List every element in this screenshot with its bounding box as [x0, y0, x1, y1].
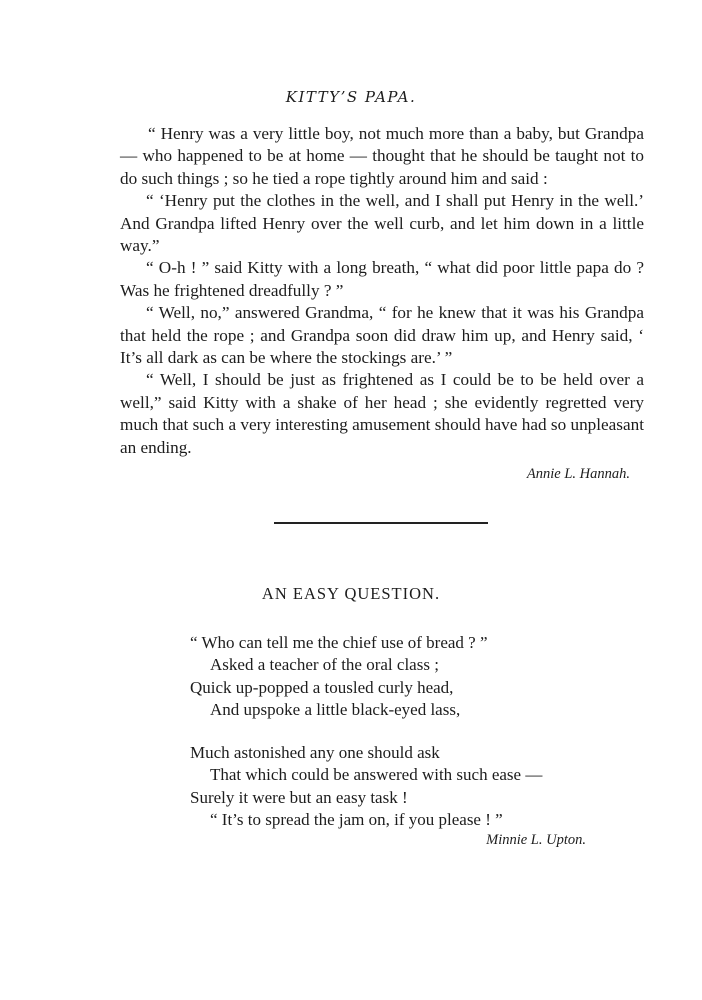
poem-line: “ Who can tell me the chief use of bread ? ”: [190, 633, 488, 652]
poem-line: Asked a teacher of the oral class ;: [210, 655, 439, 675]
poem-line: “ It’s to spread the jam on, if you please ! ”: [210, 810, 503, 830]
poem-title: AN EASY QUESTION.: [261, 584, 441, 603]
poem-line: Much astonished any one should ask: [190, 743, 440, 762]
story-paragraph: “ Henry was a very little boy, not much more than a baby, but Grandpa — who happened to be at home — thought that he should be taught not to do such things ; so he tied a rope tightly around him and said :: [120, 124, 644, 188]
running-head: KITTY’S PAPA.: [285, 88, 417, 106]
poem-line: That which could be answered with such ease —: [210, 765, 543, 785]
poem-stanza-2: [190, 742, 542, 832]
poem-line: And upspoke a little black-eyed lass,: [210, 700, 461, 720]
poem-line: Surely it were but an easy task !: [190, 787, 408, 807]
poem-line: Quick up-popped a tousled curly head,: [190, 677, 454, 697]
poem-stanza-1: [190, 632, 488, 722]
section-divider: [274, 522, 488, 524]
story-paragraph: “ ‘Henry put the clothes in the well, and I shall put Henry in the well.’ And Grandpa lifted Henry over the well curb, and let him down in a little way.”: [120, 191, 644, 256]
story-author-signature: Annie L. Hannah.: [526, 466, 630, 482]
story-paragraph: “ O-h ! ” said Kitty with a long breath, “ what did poor little papa do ? Was he frightened dreadfully ? ”: [120, 258, 644, 300]
story-paragraph: “ Well, I should be just as frightened as I could be to be held over a well,” said Kitty with a shake of her head ; she evidently regretted very much that such a very interesting amusement should have had so unpleasant an ending.: [120, 370, 644, 457]
poem-author-signature: Minnie L. Upton.: [486, 832, 586, 848]
story-paragraph: “ Well, no,” answered Grandma, “ for he knew that it was his Grandpa that held the rope ; and Grandpa soon did draw him up, and Henry said, ‘ It’s all dark as can be where the stockings are.’ ”: [120, 303, 644, 368]
story-text: [120, 123, 644, 459]
